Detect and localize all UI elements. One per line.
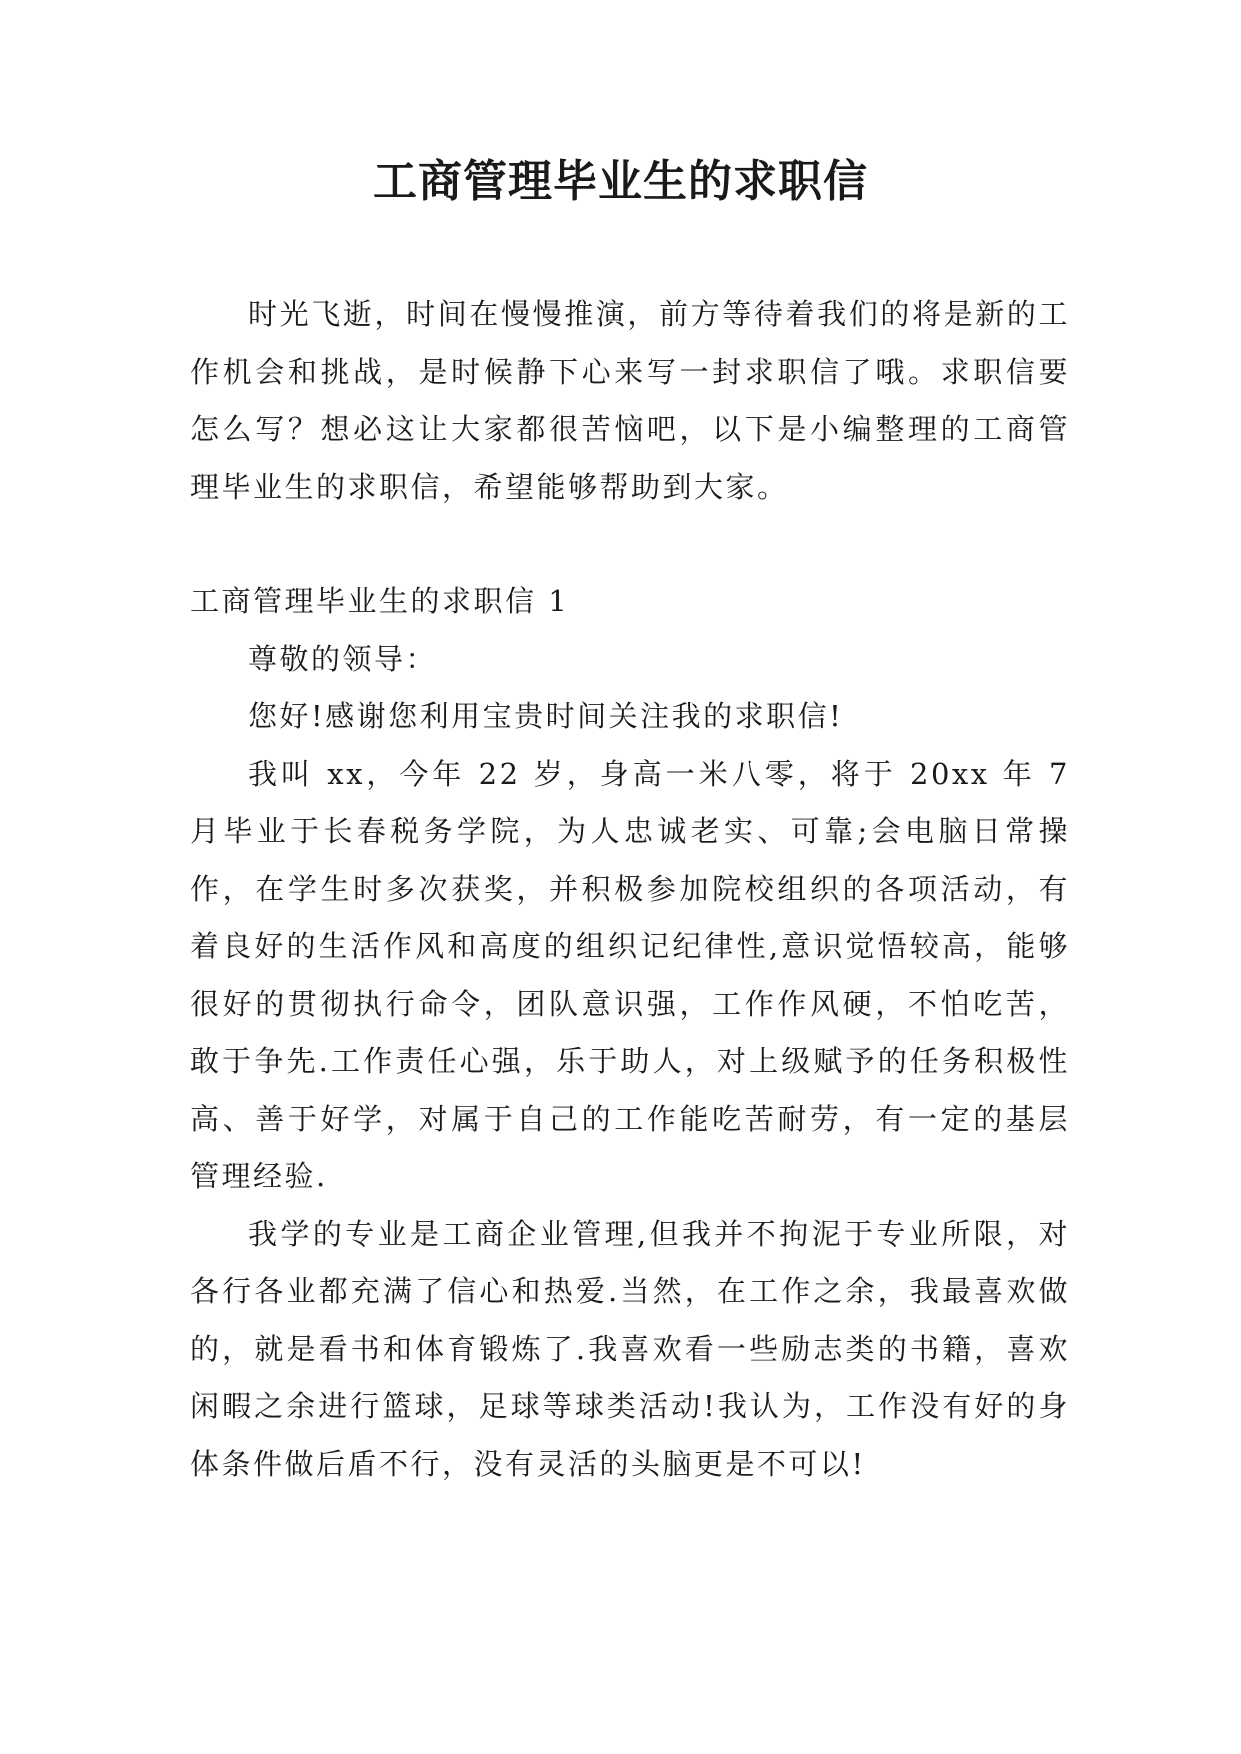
body-paragraph-1: 我叫 xx，今年 22 岁，身高一米八零，将于 20xx 年 7 月毕业于长春税务学院，为人忠诚老实、可靠;会电脑日常操作，在学生时多次获奖，并积极参加院校组织的各项活动，有着良好的生活作风和高度的组织记纪律性,意识觉悟较高，能够很好的贯彻执行命令，团队意识强，工作作风硬，不怕吃苦，敢于争先.工作责任心强，乐于助人，对上级赋予的任务积极性高、善于好学，对属于自己的工作能吃苦耐劳，有一定的基层管理经验. <box>190 756 1070 1193</box>
intro-paragraph: 时光飞逝，时间在慢慢推演，前方等待着我们的将是新的工作机会和挑战，是时候静下心来写一封求职信了哦。求职信要怎么写？想必这让大家都很苦恼吧，以下是小编整理的工商管理毕业生的求职信，希望能够帮助到大家。 <box>190 297 1070 504</box>
greeting: 您好!感谢您利用宝贵时间关注我的求职信! <box>248 699 844 733</box>
body-paragraph-2: 我学的专业是工商企业管理,但我并不拘泥于专业所限，对各行各业都充满了信心和热爱.当然，在工作之余，我最喜欢做的，就是看书和体育锻炼了.我喜欢看一些励志类的书籍，喜欢闲暇之余进行篮球，足球等球类活动!我认为，工作没有好的身体条件做后盾不行，没有灵活的头脑更是不可以! <box>190 1216 1070 1481</box>
section-title: 工商管理毕业生的求职信 1 <box>190 584 570 618</box>
document-title: 工商管理毕业生的求职信 <box>373 156 868 207</box>
document-body <box>190 286 1070 1493</box>
salutation: 尊敬的领导： <box>248 641 438 676</box>
